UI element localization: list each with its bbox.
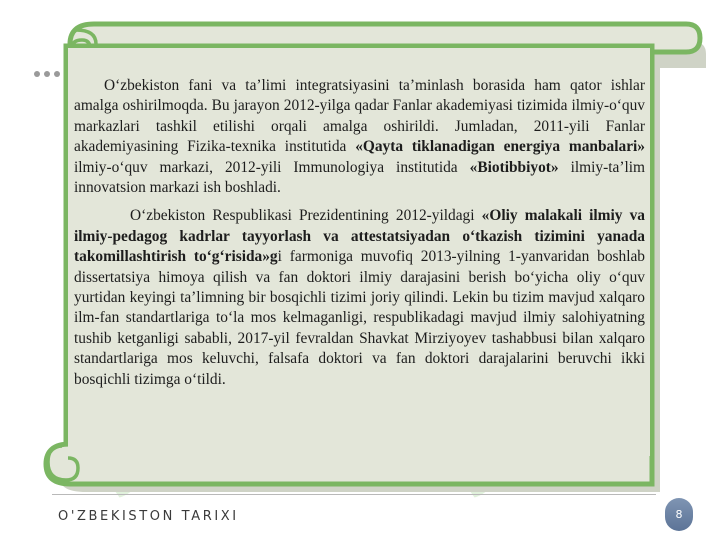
paragraph-2: [74, 206, 645, 390]
page-number-badge: 8: [665, 498, 693, 531]
paragraph-1-mid: ilmiy-o‘quv markazi, 2012-yili Immunologiya institutida: [74, 158, 470, 176]
paragraph-1-bold-1: «Qayta tiklanadigan energiya manbalari»: [355, 138, 645, 156]
paragraph-2-bold: «Oliy malakali ilmiy va ilmiy-pedagog kadrlar tayyorlash va attestatsiyadan o‘tkazish tizimini yanada takomillashtirish to‘g‘risida»g: [74, 207, 645, 266]
paragraph-1-end: ilmiy-ta’lim innovatsion markazi ish boshladi.: [74, 158, 645, 197]
paragraph-2-end: i farmoniga muvofiq 2013-yilning 1-yanvaridan boshlab dissertatsiya himoya qilish va fan doktori ilmiy darajasini berish bo‘yicha oliy o‘quv yurtidan keyingi ta’limning bir bosqichli tizimi joriy qilindi. Lekin bu tizim mavjud xalqaro ilm-fan standartlariga to‘la mos kelmaganligi, respublikadagi mavjud ilmiy salohiyatning tushib ketganligi sababli, 2017-yil fevraldan Shavkat Mirziyoyev tashabbusi bilan xalqaro standartlariga mos keluvchi, falsafa doktori va fan doktori darajalarini beruvchi ikki bosqichli tizimga o‘tildi.: [74, 248, 645, 388]
scroll-content: [74, 76, 645, 398]
paragraph-2-intro: O‘zbekiston Respublikasi Prezidentining 2012-yildagi: [130, 207, 482, 225]
paragraph-1: [74, 76, 645, 198]
footer-title: O'ZBEKISTON TARIXI: [58, 509, 239, 524]
footer-divider: [52, 494, 656, 495]
paragraph-1-bold-2: «Biotibbiyot»: [469, 158, 559, 176]
paragraph-1-intro: O‘zbekiston fani va ta’limi integratsiyasini ta’minlash borasida ham qator ishlar amalga oshirilmoqda. Bu jarayon 2012-yilga qadar Fanlar akademiyasi tizimida ilmiy-o‘quv markazlari tashkil etilishi orqali amalga oshirildi. Jumladan, 2011-yili Fanlar akademiyasining Fizika-texnika institutida: [74, 77, 645, 156]
